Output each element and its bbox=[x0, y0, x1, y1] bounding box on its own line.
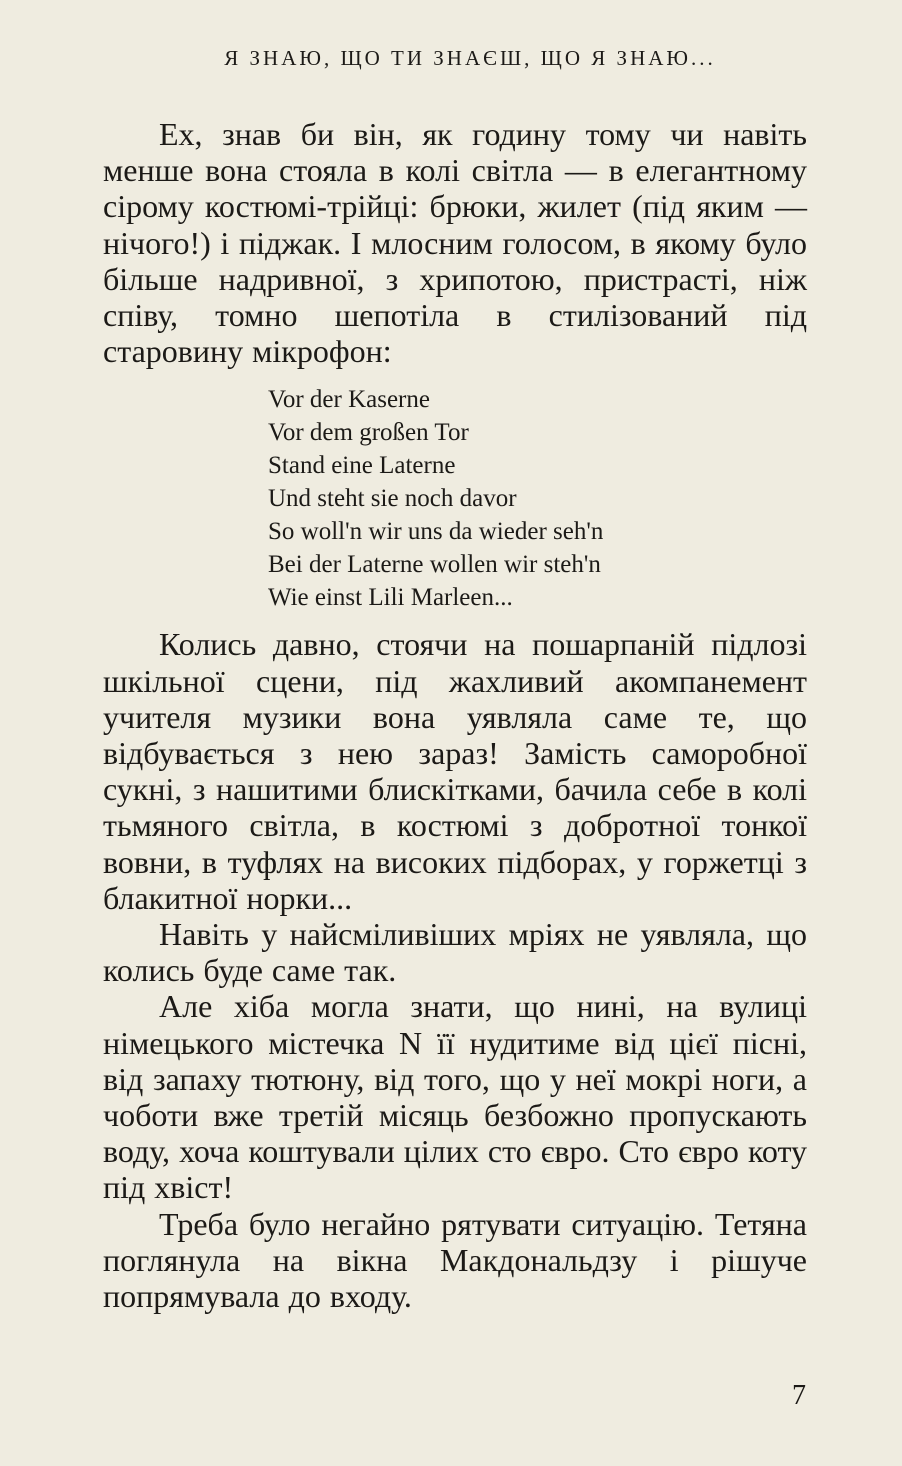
paragraph: Колись давно, стоячи на пошарпаній підлозі шкільної сцени, під жахливий акомпанемент учителя музики вона уявляла саме те, що відбувається з нею зараз! Замість саморобної сукні, з нашитими блискітками, бачила себе в колі тьмяного світла, в костюмі з добротної тонкої вовни, в туфлях на високих підборах, у горжетці з блакитної норки... bbox=[103, 626, 807, 916]
lyric-line: Stand eine Laterne bbox=[268, 452, 456, 480]
lyric-line: Wie einst Lili Marleen... bbox=[268, 584, 513, 612]
paragraph: Ех, знав би він, як годину тому чи навіть менше вона стояла в колі світла — в елегантному сірому костюмі-трійці: брюки, жилет (під яким — нічого!) і піджак. І млосним голосом, в якому було більше надривної, з хрипотою, пристрасті, ніж співу, томно шепотіла в стилізований під старовину мікрофон: bbox=[103, 116, 807, 370]
paragraph: Але хіба могла знати, що нині, на вулиці німецького містечка N її нудитиме від цієї пісні, від запаху тютюну, від того, що у неї мокрі ноги, а чоботи вже третій місяць безбожно пропускають воду, хоча коштували цілих сто євро. Сто євро коту під хвіст! bbox=[103, 988, 807, 1206]
body-text bbox=[103, 116, 807, 1314]
lyric-line: Vor dem großen Tor bbox=[268, 419, 469, 447]
paragraph: Навіть у найсміливіших мріях не уявляла, що колись буде саме так. bbox=[103, 916, 807, 989]
lyric-line: Vor der Kaserne bbox=[268, 386, 430, 414]
lyric-line: Bei der Laterne wollen wir steh'n bbox=[268, 551, 601, 579]
paragraph: Треба було негайно рятувати ситуацію. Тетяна поглянула на вікна Макдональдзу і рішуче попрямувала до входу. bbox=[103, 1205, 807, 1315]
page-number: 7 bbox=[792, 1380, 806, 1411]
lyric-line: Und steht sie noch davor bbox=[268, 485, 517, 513]
song-lyrics bbox=[268, 383, 807, 614]
running-head: Я ЗНАЮ, ЩО ТИ ЗНАЄШ, ЩО Я ЗНАЮ... bbox=[224, 46, 716, 70]
lyric-line: So woll'n wir uns da wieder seh'n bbox=[268, 518, 604, 546]
